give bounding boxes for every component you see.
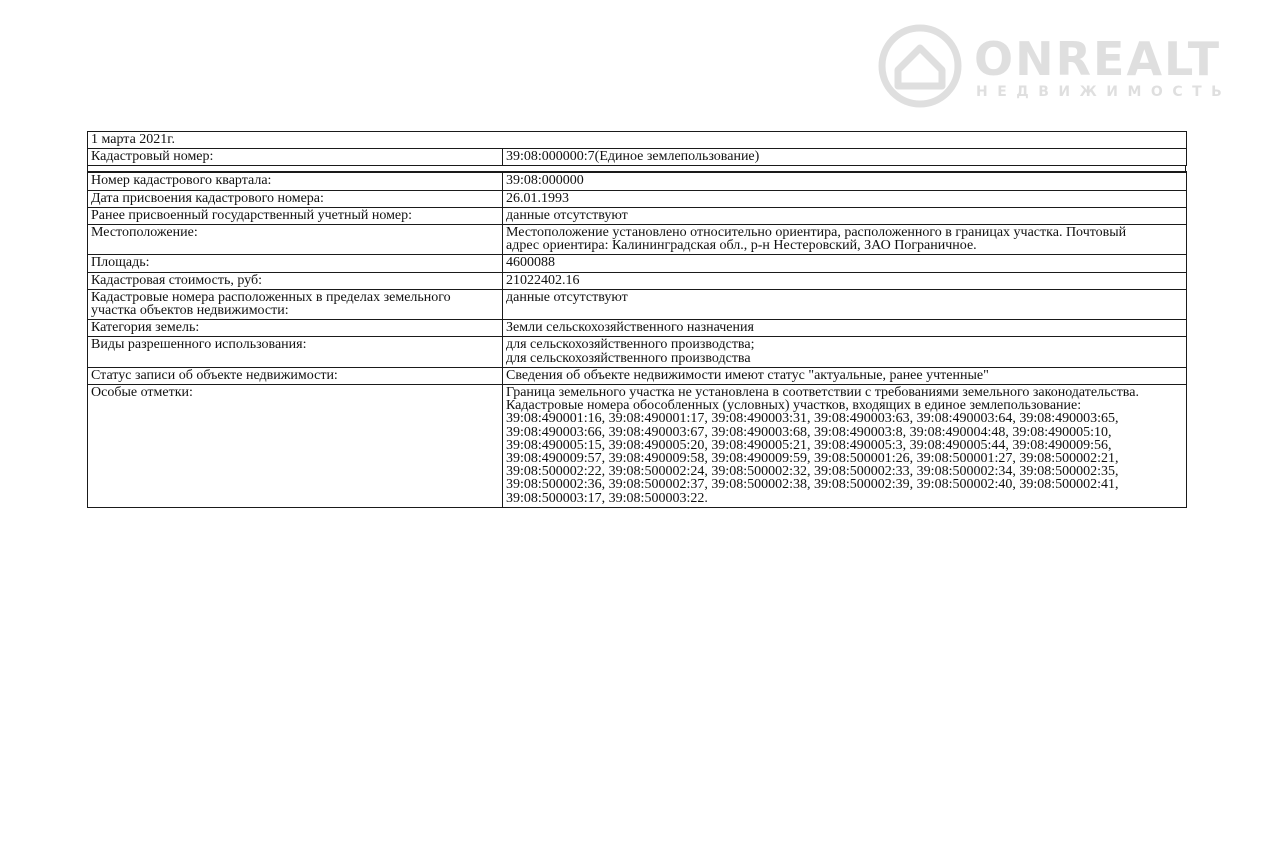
field-value-line: 39:08:490003:66, 39:08:490003:67, 39:08:490003:68, 39:08:490003:8, 39:08:490004:48, 39:08:490005:10, (506, 424, 1112, 440)
field-label: Ранее присвоенный государственный учетный номер: (88, 207, 503, 224)
watermark (878, 22, 1248, 112)
cadastral-number-row (88, 149, 1187, 166)
field-value-line: 39:08:500002:22, 39:08:500002:24, 39:08:500002:32, 39:08:500002:33, 39:08:500002:34, 39:08:500002:35, (506, 464, 1119, 480)
field-value-line: 39:08:000000 (506, 173, 584, 189)
field-value (503, 289, 1187, 319)
watermark-subtitle: НЕДВИЖИМОСТЬ (976, 84, 1232, 100)
field-value-line: данные отсутствуют (506, 289, 628, 305)
field-label: Категория земель: (88, 320, 503, 337)
detail-row (88, 272, 1187, 289)
detail-row (88, 172, 1187, 190)
watermark-brand: ONREALT (974, 32, 1222, 86)
field-value-line: 4600088 (506, 255, 555, 271)
field-label: Местоположение: (88, 225, 503, 255)
field-value-line: 39:08:500002:36, 39:08:500002:37, 39:08:500002:38, 39:08:500002:39, 39:08:500002:40, 39:08:500002:41, (506, 477, 1119, 493)
field-value (503, 337, 1187, 367)
detail-row (88, 367, 1187, 384)
field-value-line: для сельскохозяйственного производства; (506, 337, 755, 353)
detail-row (88, 385, 1187, 508)
field-label: Площадь: (88, 255, 503, 272)
field-label: Особые отметки: (88, 385, 503, 508)
field-value-line: Сведения об объекте недвижимости имеют статус "актуальные, ранее учтенные" (506, 367, 989, 383)
field-label-line: участка объектов недвижимости: (91, 303, 289, 319)
field-label (88, 289, 503, 319)
detail-row (88, 255, 1187, 272)
field-value (503, 172, 1187, 190)
cadastral-extract (87, 131, 1186, 508)
field-value-line: 39:08:490005:15, 39:08:490005:20, 39:08:490005:21, 39:08:490005:3, 39:08:490005:44, 39:08:490009:56, (506, 437, 1112, 453)
field-value-line: 39:08:490001:16, 39:08:490001:17, 39:08:490003:31, 39:08:490003:63, 39:08:490003:64, 39:08:490003:65, (506, 411, 1119, 427)
field-value (503, 255, 1187, 272)
field-value (503, 190, 1187, 207)
field-value (503, 272, 1187, 289)
house-logo-icon (878, 24, 962, 108)
field-value (503, 225, 1187, 255)
field-value (503, 367, 1187, 384)
document-date: 1 марта 2021г. (88, 132, 1187, 149)
field-value-line: данные отсутствуют (506, 207, 628, 223)
detail-row (88, 207, 1187, 224)
field-label: Дата присвоения кадастрового номера: (88, 190, 503, 207)
detail-row (88, 190, 1187, 207)
field-value-line: Кадастровые номера обособленных (условных) участков, входящих в единое землепользование: (506, 398, 1082, 414)
field-value-line: 26.01.1993 (506, 190, 569, 206)
cadastral-number-value: 39:08:000000:7(Единое землепользование) (503, 149, 1187, 166)
details-table (87, 171, 1187, 507)
field-label: Номер кадастрового квартала: (88, 172, 503, 190)
field-value (503, 320, 1187, 337)
field-value (503, 385, 1187, 508)
field-label-line: Кадастровые номера расположенных в пределах земельного (91, 289, 451, 305)
field-value (503, 207, 1187, 224)
date-row (88, 132, 1187, 149)
field-value-line: 39:08:500003:17, 39:08:500003:22. (506, 490, 708, 506)
field-value-line: Земли сельскохозяйственного назначения (506, 320, 754, 336)
field-value-line: 21022402.16 (506, 272, 580, 288)
field-value-line: Граница земельного участка не установлена в соответствии с требованиями земельного законодательства. (506, 385, 1139, 401)
field-value-line: адрес ориентира: Калининградская обл., р-н Нестеровский, ЗАО Пограничное. (506, 238, 977, 254)
detail-row (88, 337, 1187, 367)
cadastral-number-label: Кадастровый номер: (88, 149, 503, 166)
field-value-line: для сельскохозяйственного производства (506, 350, 751, 366)
field-value-line: 39:08:490009:57, 39:08:490009:58, 39:08:490009:59, 39:08:500001:26, 39:08:500001:27, 39:08:500002:21, (506, 451, 1119, 467)
detail-row (88, 289, 1187, 319)
field-label: Виды разрешенного использования: (88, 337, 503, 367)
field-value-line: Местоположение установлено относительно ориентира, расположенного в границах участка. Почтовый (506, 225, 1127, 241)
detail-row (88, 225, 1187, 255)
field-label: Кадастровая стоимость, руб: (88, 272, 503, 289)
header-table (87, 131, 1187, 166)
field-label: Статус записи об объекте недвижимости: (88, 367, 503, 384)
detail-row (88, 320, 1187, 337)
